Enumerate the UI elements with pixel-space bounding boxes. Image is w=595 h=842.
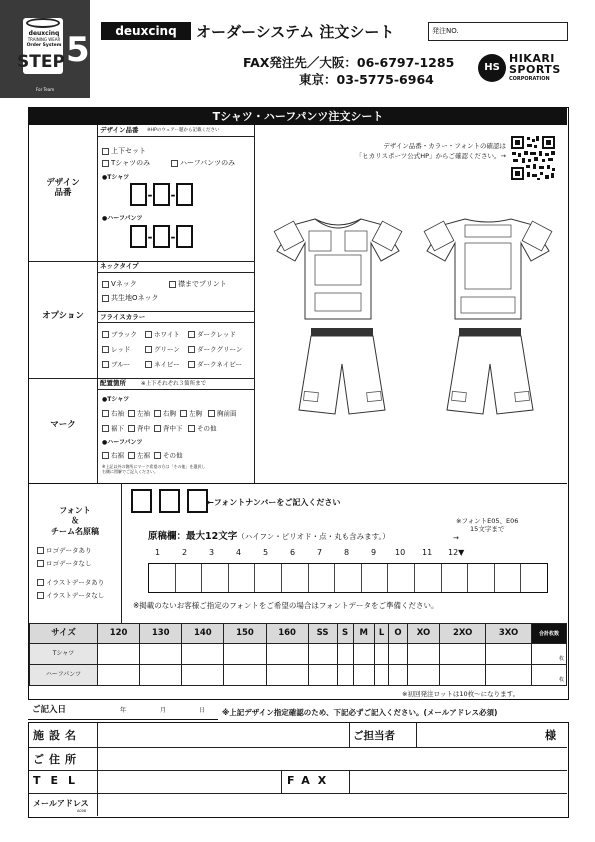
company-line2: SPORTS <box>509 63 561 76</box>
rib-color-0[interactable]: ブラック <box>102 331 137 339</box>
design-tshirt-code[interactable]: - - <box>130 183 193 206</box>
font-number-note: ←フォントナンバーをご記入ください <box>207 498 341 507</box>
mark-heading-note: ※上下それぞれ３箇所まで <box>141 381 207 387</box>
mark-tshirt-label: ●Tシャツ <box>102 396 130 403</box>
size-cell[interactable] <box>389 665 408 686</box>
font-bottom-note: ※掲載のないお客様ご指定のフォントをご希望の場合はフォントデータをご準備ください。 <box>133 601 439 610</box>
header-brand: deuxcinq <box>101 22 191 40</box>
size-h-ss: SS <box>308 624 337 644</box>
pants-front-diagram <box>291 326 391 418</box>
size-cell[interactable] <box>353 665 374 686</box>
size-h-3xo: 3XO <box>486 624 532 644</box>
font-number-boxes[interactable] <box>131 489 208 517</box>
mark-pos-7[interactable]: 背中下 <box>154 425 183 433</box>
contact-field[interactable] <box>419 724 539 746</box>
pants-back-diagram <box>439 326 539 418</box>
company-line1: HIKARI <box>509 52 555 65</box>
size-cell[interactable] <box>486 665 532 686</box>
sama-label: 様 <box>545 729 556 742</box>
mark-pants-pos-2[interactable]: その他 <box>154 452 183 460</box>
rib-color-7[interactable]: ネイビー <box>145 361 180 369</box>
logo-step: STEP <box>17 52 65 72</box>
contact-label: ご担当者 <box>353 730 395 742</box>
date-day: 日 <box>199 707 206 714</box>
company-mark-icon: HS <box>478 54 506 82</box>
form-code: A008 <box>77 809 87 813</box>
neck-print[interactable]: 襟までプリント <box>169 280 227 288</box>
design-confirm-note: ※上記デザイン指定確認のため、下記必ずご記入ください。(メールアドレス必須) <box>222 708 498 717</box>
logo-line2: Order System <box>26 43 62 48</box>
date-month: 月 <box>160 707 167 714</box>
facility-label: 施設名 <box>33 729 81 742</box>
size-cell[interactable] <box>308 644 337 665</box>
size-total-label: 合計枚数 <box>532 624 567 644</box>
lot-note: ※初回発注ロットは10枚〜になります。 <box>402 690 520 698</box>
design-heading: デザイン品番 <box>100 126 139 134</box>
char-numbers: 1 2 3 4 5 6 7 8 9 10 11 12▼ <box>155 548 465 557</box>
size-cell[interactable] <box>140 665 182 686</box>
step-logo <box>0 0 90 98</box>
size-cell[interactable] <box>440 665 486 686</box>
order-form <box>28 107 569 700</box>
mark-pos-2[interactable]: 右胸 <box>154 410 176 418</box>
design-opt-tshirt[interactable]: Tシャツのみ <box>102 159 150 167</box>
size-label: サイズ <box>30 624 98 644</box>
logo-step-num: 5 <box>66 30 90 70</box>
size-cell[interactable] <box>374 665 388 686</box>
design-opt-pants[interactable]: ハーフパンツのみ <box>171 159 235 167</box>
font-label: フォント ＆ チーム名原稿 <box>51 506 99 536</box>
fax-label: FAX <box>287 774 335 787</box>
design-tshirt-label: ●Tシャツ <box>102 174 130 181</box>
size-cell[interactable] <box>353 644 374 665</box>
size-h-o: O <box>389 624 408 644</box>
tshirt-front-diagram <box>273 211 403 323</box>
size-h-s: S <box>337 624 353 644</box>
design-heading-note: ※HPのウェアー題から記載ください <box>147 128 220 133</box>
page-title: オーダーシステム 注文シート <box>196 23 395 41</box>
illust-data-no[interactable]: イラストデータなし <box>37 592 104 600</box>
illust-data-yes[interactable]: イラストデータあり <box>37 579 104 587</box>
design-pants-label: ●ハーフパンツ <box>102 215 143 222</box>
rib-heading: フライスカラー <box>100 313 146 321</box>
logo-brand: deuxcinq <box>28 30 60 37</box>
company-logo <box>478 52 573 86</box>
mark-pos-5[interactable]: 裾下 <box>102 425 124 433</box>
logo-data-yes[interactable]: ロゴデータあり <box>37 547 92 555</box>
rib-color-1[interactable]: ホワイト <box>145 331 180 339</box>
size-cell[interactable] <box>224 644 266 665</box>
option-label: オプション <box>42 311 84 321</box>
draft-label: 原稿欄：最大12文字（ハイフン・ピリオド・点・丸も含みます。） <box>148 531 390 542</box>
font-e-arrow: → <box>453 534 459 542</box>
size-row-tshirt <box>30 644 567 665</box>
size-cell[interactable] <box>308 665 337 686</box>
customer-table <box>28 722 569 818</box>
neck-heading: ネックタイプ <box>100 262 139 270</box>
size-cell[interactable] <box>407 644 440 665</box>
section-title: Tシャツ・ハーフパンツ注文シート <box>29 108 567 125</box>
design-label: デザイン 品番 <box>46 178 80 199</box>
rib-color-3[interactable]: レッド <box>102 346 130 354</box>
size-h-150: 150 <box>224 624 266 644</box>
tel-field[interactable] <box>99 771 279 792</box>
design-pants-code[interactable]: - - <box>130 225 193 248</box>
mark-pants-label: ●ハーフパンツ <box>102 439 143 446</box>
fax-line: FAX発注先／大阪：06-6797-1285 <box>243 55 455 70</box>
neck-v[interactable]: Vネック <box>102 280 137 288</box>
size-total-cell[interactable]: 枚 <box>532 665 567 686</box>
mark-label: マーク <box>50 420 76 430</box>
size-h-2xo: 2XO <box>440 624 486 644</box>
neck-o[interactable]: 共生地Oネック <box>102 294 159 302</box>
size-row-pants <box>30 665 567 686</box>
order-no-field[interactable] <box>428 22 568 41</box>
size-cell[interactable] <box>389 644 408 665</box>
size-cell[interactable] <box>440 644 486 665</box>
mark-pos-8[interactable]: その他 <box>188 425 217 433</box>
mark-pants-pos-0[interactable]: 右裾 <box>102 452 124 460</box>
mark-pos-1[interactable]: 左袖 <box>128 410 150 418</box>
size-cell[interactable] <box>266 644 308 665</box>
rib-color-6[interactable]: ブルー <box>102 361 130 369</box>
size-cell[interactable] <box>98 665 140 686</box>
company-line3: CORPORATION <box>509 76 550 82</box>
tel-label: TEL <box>33 774 86 787</box>
mark-pos-3[interactable]: 左胸 <box>180 410 202 418</box>
confirm-text: デザイン品番・カラー・フォントの確認は 「ヒカリスポーツ公式HP」からご確認ください。→ <box>355 142 506 160</box>
size-cell[interactable] <box>266 665 308 686</box>
qr-code-icon[interactable] <box>510 135 556 181</box>
rib-color-4[interactable]: グリーン <box>145 346 180 354</box>
rib-color-8[interactable]: ダークネイビー <box>188 361 242 369</box>
design-opt-set[interactable]: 上下セット <box>102 147 146 155</box>
size-cell[interactable] <box>182 644 224 665</box>
address-label: ご住所 <box>33 753 81 766</box>
mark-pos-4[interactable]: 胸前面 <box>208 410 237 418</box>
logo-data-no[interactable]: ロゴデータなし <box>37 560 92 568</box>
size-h-xo: XO <box>407 624 440 644</box>
mark-pos-0[interactable]: 右袖 <box>102 410 124 418</box>
size-h-140: 140 <box>182 624 224 644</box>
size-cell[interactable] <box>407 665 440 686</box>
size-cell[interactable] <box>98 644 140 665</box>
size-table <box>29 623 567 686</box>
font-e-note: ※フォントE05、E06 15文字まで <box>456 517 519 533</box>
draft-char-boxes[interactable] <box>148 563 548 593</box>
size-cell[interactable] <box>140 644 182 665</box>
mark-note: ※上記以外の箇所にマーク希望の方は「その他」を選択し 右側に図解でご記入ください。 <box>102 464 206 474</box>
rib-color-2[interactable]: ダークレッド <box>188 331 236 339</box>
size-cell[interactable] <box>224 665 266 686</box>
facility-field[interactable] <box>99 724 347 746</box>
date-year: 年 <box>120 707 127 714</box>
size-h-130: 130 <box>140 624 182 644</box>
date-label: ご記入日 <box>32 705 67 715</box>
rib-color-5[interactable]: ダークグリーン <box>188 346 242 354</box>
order-no-label: 発注NO. <box>432 27 459 35</box>
size-cell[interactable] <box>337 665 353 686</box>
size-h-m: M <box>353 624 374 644</box>
size-cell[interactable] <box>374 644 388 665</box>
email-label: メールアドレス <box>33 799 89 808</box>
size-row-label: Tシャツ <box>30 644 98 665</box>
size-h-120: 120 <box>98 624 140 644</box>
tokyo-line: 東京：03-5775-6964 <box>299 72 434 87</box>
size-cell[interactable] <box>337 644 353 665</box>
size-total-cell[interactable]: 枚 <box>532 644 567 665</box>
email-field[interactable] <box>99 794 565 815</box>
mark-pos-6[interactable]: 背中 <box>128 425 150 433</box>
size-cell[interactable] <box>182 665 224 686</box>
size-row-label: ハーフパンツ <box>30 665 98 686</box>
size-h-160: 160 <box>266 624 308 644</box>
logo-line1: TRAINING WEAR <box>27 37 61 42</box>
size-h-l: L <box>374 624 388 644</box>
fax-field[interactable] <box>351 771 565 792</box>
mark-heading: 配置箇所 <box>100 379 126 387</box>
size-cell[interactable] <box>486 644 532 665</box>
address-field[interactable] <box>99 748 565 769</box>
tshirt-back-diagram <box>423 211 553 323</box>
entry-date-field[interactable] <box>28 700 218 720</box>
mark-pants-pos-1[interactable]: 左裾 <box>128 452 150 460</box>
logo-sub: For Team <box>36 87 55 92</box>
